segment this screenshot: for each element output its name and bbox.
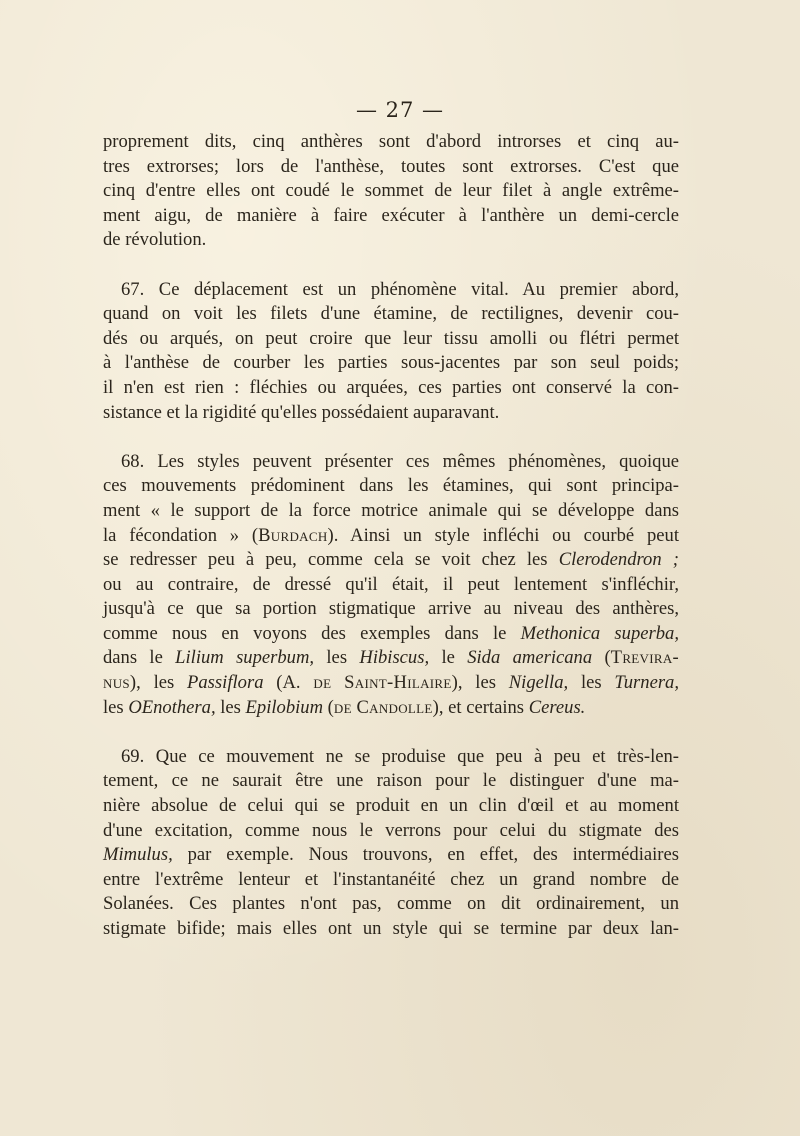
taxon-methonica: Methonica superba, [520, 622, 679, 644]
taxon-passiflora: Passiflora [187, 672, 264, 694]
text-line: Mimulus, par exemple. Nous trouvons, en effet, des intermédiaires [103, 844, 679, 866]
author-candolle: Candolle [356, 696, 433, 718]
author-saint-hilaire: Saint-Hilaire [344, 672, 452, 694]
text-line: tres extrorses; lors de l'anthèse, toutes sont extrorses. C'est que [103, 155, 679, 177]
text-line: dans le Lilium superbum, les Hibiscus, le Sida americana (Trevira- [103, 647, 680, 669]
text-line: 68. Les styles peuvent présenter ces mêmes phénomènes, quoique [121, 450, 679, 472]
text-line: se redresser peu à peu, comme cela se voit chez les Clerodendron ; [103, 549, 679, 571]
text-line: il n'en est rien : fléchies ou arquées, ces parties ont conservé la con- [103, 376, 679, 398]
paragraph-continuation [103, 130, 679, 253]
taxon-lilium: Lilium superbum, [175, 647, 315, 669]
body-text [103, 130, 679, 942]
text-line: entre l'extrême lenteur et l'instantanéité chez un grand nombre de [103, 868, 679, 890]
text-line: les OEnothera, les Epilobium (de Candolle), et certains Cereus. [103, 696, 586, 718]
text-line: de révolution. [103, 229, 207, 251]
taxon-cereus: Cereus. [528, 696, 586, 718]
taxon-epilobium: Epilobium [245, 696, 324, 718]
taxon-nigella: Nigella, [508, 672, 569, 694]
text-line: dés ou arqués, on peut croire que leur tissu amolli ou flétri permet [103, 327, 679, 349]
text-line: 69. Que ce mouvement ne se produise que peu à peu et très-len- [121, 745, 679, 767]
paragraph-69 [103, 745, 679, 942]
text-line: ment aigu, de manière à faire exécuter à l'anthère un demi-cercle [103, 204, 679, 226]
text-line: nière absolue de celui qui se produit en un clin d'œil et au moment [103, 795, 679, 817]
author-treviranus: Trevira- [610, 647, 680, 669]
paragraph-67 [103, 278, 679, 426]
taxon-mimulus: Mimulus, [103, 844, 173, 866]
taxon-oenothera: OEnothera, [128, 696, 216, 718]
text-line: stigmate bifide; mais elles ont un style qui se termine par deux lan- [103, 918, 679, 939]
text-line: Solanées. Ces plantes n'ont pas, comme on dit ordinairement, un [103, 893, 679, 915]
taxon-sida: Sida americana [467, 647, 593, 669]
page-number: — 27 — [355, 98, 445, 122]
text-line: cinq d'entre elles ont coudé le sommet de leur filet à angle extrême- [103, 180, 679, 202]
text-line: à l'anthèse de courber les parties sous-jacentes par son seul poids; [103, 352, 679, 374]
text-line: jusqu'à ce que sa portion stigmatique arrive au niveau des anthères, [103, 598, 679, 620]
text-line: tement, ce ne saurait être une raison pour le distinguer d'une ma- [103, 770, 679, 792]
text-line: proprement dits, cinq anthères sont d'abord introrses et cinq au- [103, 131, 679, 152]
paragraph-68 [103, 450, 679, 721]
taxon-turnera: Turnera, [614, 672, 680, 694]
text-line: quand on voit les filets d'une étamine, de rectilignes, devenir cou- [103, 303, 679, 325]
text-line: ou au contraire, de dressé qu'il était, il peut lentement s'infléchir, [103, 573, 679, 595]
text-line: sistance et la rigidité qu'elles possédaient auparavant. [103, 401, 500, 423]
text-line: ment « le support de la force motrice animale qui se développe dans [103, 499, 679, 521]
text-line: d'une excitation, comme nous le verrons pour celui du stigmate des [103, 819, 679, 841]
taxon-hibiscus: Hibiscus, [359, 647, 430, 669]
text-line: la fécondation » (Burdach). Ainsi un style infléchi ou courbé peut [103, 524, 679, 546]
text-line: nus), les Passiflora (A. de Saint-Hilaire), les Nigella, les Turnera, [103, 672, 680, 694]
text-line: comme nous en voyons des exemples dans le Methonica superba, [103, 622, 679, 644]
text-line: ces mouvements prédominent dans les étamines, qui sont principa- [103, 475, 679, 497]
author-burdach: Burdach [258, 524, 328, 546]
taxon-clerodendron: Clerodendron ; [558, 549, 679, 571]
text-line: 67. Ce déplacement est un phénomène vital. Au premier abord, [121, 278, 679, 300]
